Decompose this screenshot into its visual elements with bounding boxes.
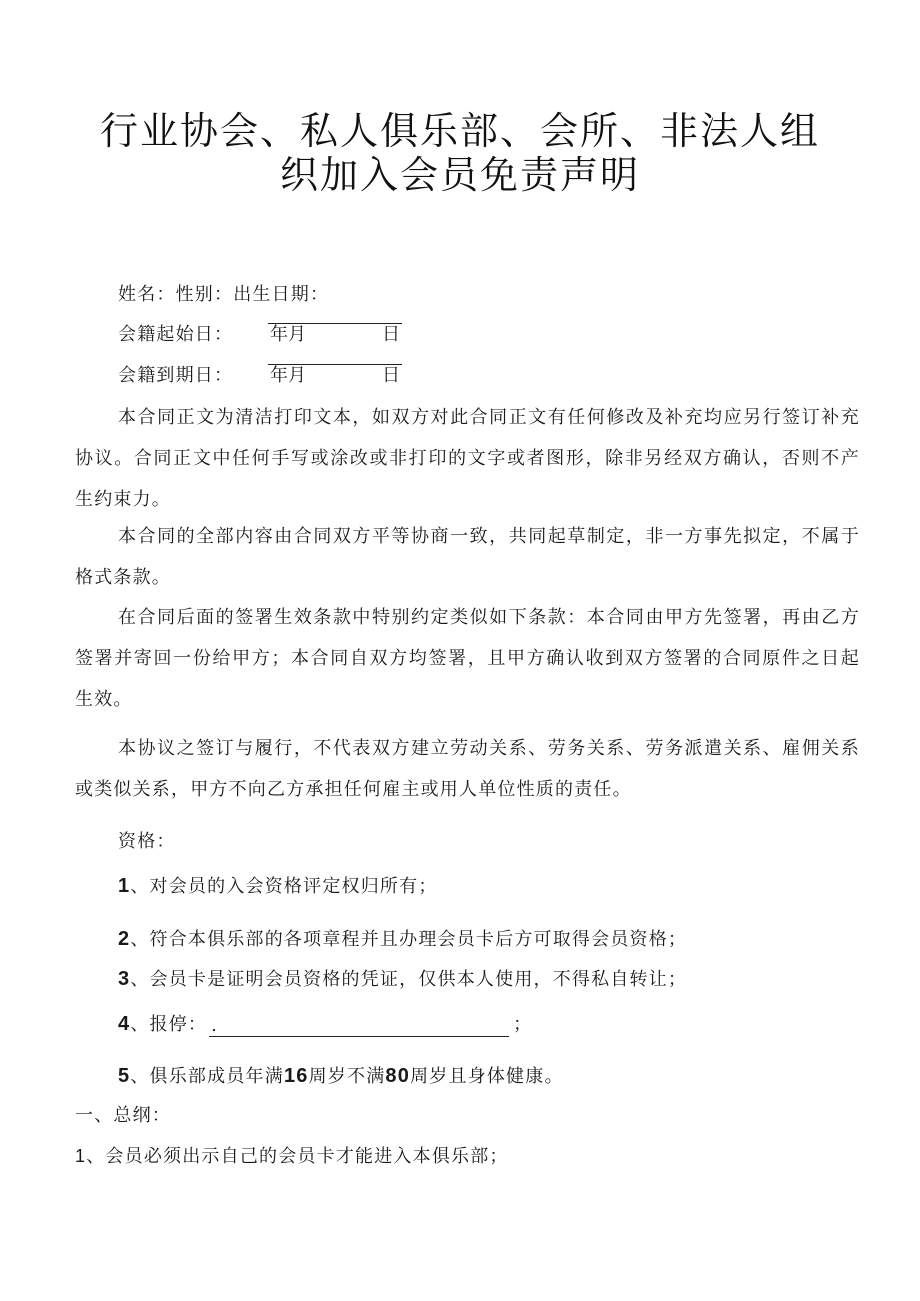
start-year-month: 年月	[270, 324, 306, 345]
item-number: 5	[118, 1065, 131, 1087]
document-title-line-1: 行业协会、私人俱乐部、会所、非法人组	[99, 109, 820, 153]
item-text-c: 周岁且身体健康。	[410, 1066, 564, 1087]
item-text: 、报停：	[130, 1014, 208, 1035]
item-number: 3	[118, 968, 131, 990]
paragraph-clean-text: 本合同正文为清洁打印文本，如双方对此合同正文有任何修改及补充均应另行签订补充协议。合同正文中任何手写或涂改或非打印的文字或者图形，除非另经双方确认，否则不产生约束力。	[75, 407, 860, 510]
name-gender-birth-field: 姓名：性别：出生日期：	[118, 284, 330, 305]
item-number: 4	[118, 1013, 131, 1035]
general-item-1	[75, 1144, 509, 1169]
membership-end-date-field	[268, 364, 402, 386]
membership-start-date-field	[268, 323, 402, 345]
item-text: 、符合本俱乐部的各项章程并且办理会员卡后方可取得会员资格；	[130, 929, 688, 950]
suspension-blank-field	[209, 1016, 509, 1037]
qualification-item-3	[118, 967, 687, 992]
qualification-heading: 资格：	[118, 831, 176, 852]
qualification-item-5	[118, 1064, 564, 1089]
item-text: 、会员必须出示自己的会员卡才能进入本俱乐部；	[86, 1146, 509, 1167]
item-text: 、对会员的入会资格评定权归所有；	[130, 876, 438, 897]
qualification-item-4	[118, 1012, 532, 1037]
start-day: 日	[382, 324, 400, 345]
item-number: 1	[118, 875, 131, 897]
item-text-b: 周岁不满	[308, 1066, 386, 1087]
paragraph-signing-effect: 在合同后面的签署生效条款中特别约定类似如下条款：本合同由甲方先签署，再由乙方签署并寄回一份给甲方；本合同自双方均签署，且甲方确认收到双方签署的合同原件之日起生效。	[75, 607, 860, 710]
qualification-item-2	[118, 927, 687, 952]
paragraph-no-employment: 本协议之签订与履行，不代表双方建立劳动关系、劳务关系、劳务派遣关系、雇佣关系或类似关系，甲方不向乙方承担任何雇主或用人单位性质的责任。	[75, 738, 860, 800]
item-text-a: 、俱乐部成员年满	[130, 1066, 284, 1087]
item-number: 1	[75, 1146, 87, 1166]
membership-start-label: 会籍起始日：	[118, 324, 234, 345]
membership-end-label: 会籍到期日：	[118, 365, 234, 386]
max-age: 80	[385, 1065, 411, 1087]
end-day: 日	[382, 365, 400, 386]
paragraph-equal-negotiation: 本合同的全部内容由合同双方平等协商一致，共同起草制定，非一方事先拟定，不属于格式条款。	[75, 526, 860, 588]
min-age: 16	[283, 1065, 309, 1087]
blank-dot: .	[211, 1015, 219, 1036]
general-heading: 一、总纲：	[75, 1105, 171, 1126]
item-text: 、会员卡是证明会员资格的凭证，仅供本人使用，不得私自转让；	[130, 969, 688, 990]
item-number: 2	[118, 928, 131, 950]
item-tail: ；	[513, 1014, 533, 1035]
document-title-line-2: 织加入会员免责声明	[279, 153, 640, 197]
qualification-item-1	[118, 874, 438, 899]
end-year-month: 年月	[270, 365, 306, 386]
